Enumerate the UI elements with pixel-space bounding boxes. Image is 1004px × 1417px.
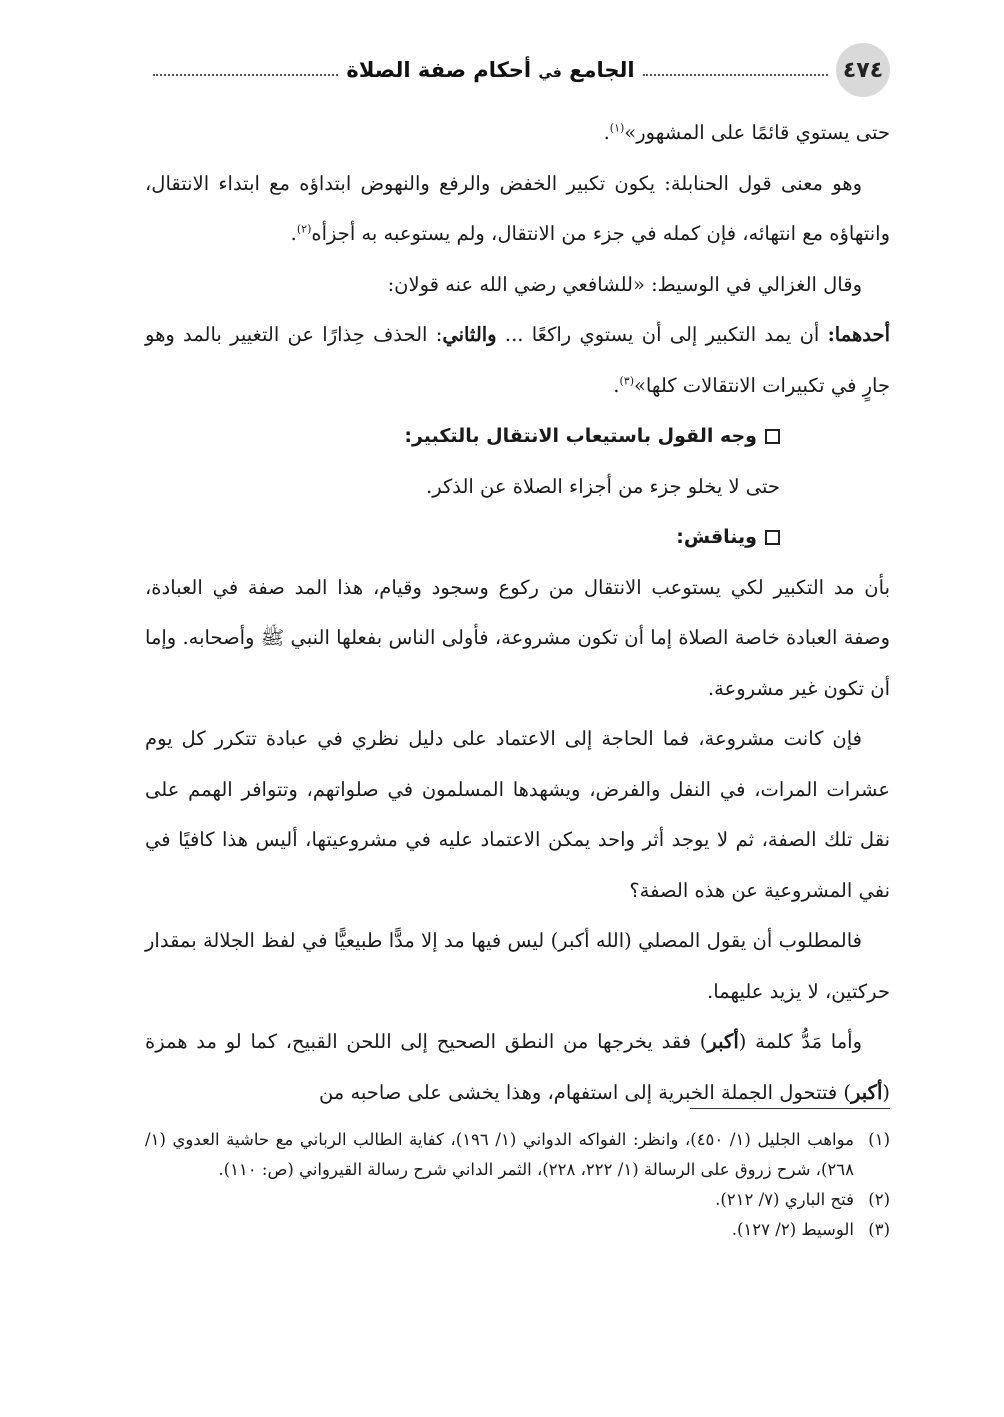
paragraph: [145, 310, 890, 411]
running-title-part3: أحكام صفة الصلاة: [346, 58, 532, 82]
bold-term: أحدهما:: [827, 323, 890, 346]
footnote: [145, 1125, 890, 1185]
paragraph: [145, 108, 890, 159]
footnote-separator: [690, 1108, 890, 1109]
running-title: [346, 58, 634, 82]
paragraph: [145, 260, 890, 311]
footnote-ref: (٢): [296, 222, 312, 236]
paragraph-text: فالمطلوب أن يقول المصلي (الله أكبر) ليس فيها مد إلا مدًّا طبيعيًّا في لفظ الجلالة بمقدار حركتين، لا يزيد عليهما.: [145, 929, 890, 1003]
paragraph-end: .: [603, 121, 610, 144]
paragraph: [145, 714, 890, 916]
paragraph: [145, 462, 890, 513]
header-dotted-leader: [643, 74, 828, 76]
footnote: [145, 1185, 890, 1215]
bold-term: والثاني: [442, 323, 497, 346]
footnote-ref: (١): [609, 121, 625, 135]
paragraph-text: بأن مد التكبير لكي يستوعب الانتقال من ركوع وسجود وقيام، هذا المد صفة في العبادة، وصفة العبادة خاصة الصلاة إما أن تكون مشروعة، فأولى الناس بفعلها النبي ﷺ وأصحابه. وإما أن تكون غير مشروعة.: [145, 575, 890, 700]
paragraph-text: أن يمد التكبير إلى أن يستوي راكعًا ...: [496, 323, 828, 346]
running-header: [145, 42, 890, 98]
paragraph-end: .: [290, 222, 297, 245]
page-number: ٤٧٤: [836, 43, 890, 97]
footnotes: [145, 1125, 890, 1245]
paragraph-text: وهو معنى قول الحنابلة: يكون تكبير الخفض والرفع والنهوض ابتداؤه مع ابتداء الانتقال، وانتهاؤه مع انتهائه، فإن كمله في جزء من الانتقال، ولم يستوعبه به أجزأه: [145, 171, 890, 245]
footnote: [145, 1215, 890, 1245]
paragraph-text: وأما مَدُّ كلمة (: [738, 1030, 862, 1053]
paragraph: [145, 563, 890, 715]
footnote-number: (٣): [868, 1220, 890, 1239]
paragraph-end: .: [613, 373, 620, 397]
section-heading-text: وجه القول باستيعاب الانتقال بالتكبير:: [404, 425, 757, 447]
header-dotted-leader: [153, 74, 338, 76]
footnote-text: مواهب الجليل (١/ ٤٥٠)، وانظر: الفواكه الدواني (١/ ١٩٦)، كفاية الطالب الرباني مع حاشية العدوي (١/ ٢٦٨)، شرح زروق على الرسالة (١/ ٢٢٢، ٢٢٨)، الثمر الداني شرح رسالة القيرواني (ص: ١١٠).: [145, 1130, 854, 1179]
checkbox-square-icon: [765, 429, 780, 444]
paragraph: [145, 159, 890, 260]
section-heading: [145, 411, 890, 462]
paragraph-text: : الحذف حِذارًا عن التغيير بالمد وهو جارٍ في تكبيرات الانتقالات كلها»: [145, 323, 890, 397]
main-text: [145, 108, 890, 1118]
section-heading-text: ويناقش:: [676, 526, 757, 548]
paragraph-text: ) فقد يخرجها من النطق الصحيح إلى اللحن القبيح، كما لو مد همزة (: [145, 1030, 890, 1104]
footnote-text: الوسيط (٢/ ١٢٧).: [731, 1220, 854, 1239]
footnote-ref: (٣): [619, 374, 634, 387]
paragraph-text: حتى يستوي قائمًا على المشهور»: [624, 121, 890, 144]
running-title-part1: الجامع: [569, 58, 635, 82]
paragraph-text: ) فتتحول الجملة الخبرية إلى استفهام، وهذا يخشى على صاحبه من: [318, 1080, 852, 1104]
paragraph: [145, 916, 890, 1017]
paragraph: [145, 1017, 890, 1118]
paragraph-text: حتى لا يخلو جزء من أجزاء الصلاة عن الذكر.: [426, 474, 780, 498]
bold-term: أكبر: [851, 1080, 883, 1104]
section-heading: [145, 512, 890, 563]
bold-term: أكبر: [707, 1030, 739, 1053]
checkbox-square-icon: [765, 530, 780, 545]
footnote-number: (٢): [868, 1190, 890, 1209]
paragraph-text: فإن كانت مشروعة، فما الحاجة إلى الاعتماد على دليل نظري في عبادة تتكرر كل يوم عشرات المرات، في النفل والفرض، ويشهدها المسلمون في صلواتهم، وتتوافر الهمم على نقل تلك الصفة، ثم لا يوجد أثر واحد يمكن الاعتماد عليه في مشروعيتها، أليس هذا كافيًا في نفي المشروعية عن هذه الصفة؟: [145, 727, 890, 902]
running-title-part2: ﻓﻲ: [538, 65, 562, 81]
footnote-number: (١): [868, 1130, 890, 1149]
paragraph-text: وقال الغزالي في الوسيط: «للشافعي رضي الله عنه قولان:: [387, 272, 862, 296]
footnote-text: فتح الباري (٧/ ٢١٢).: [715, 1190, 854, 1209]
